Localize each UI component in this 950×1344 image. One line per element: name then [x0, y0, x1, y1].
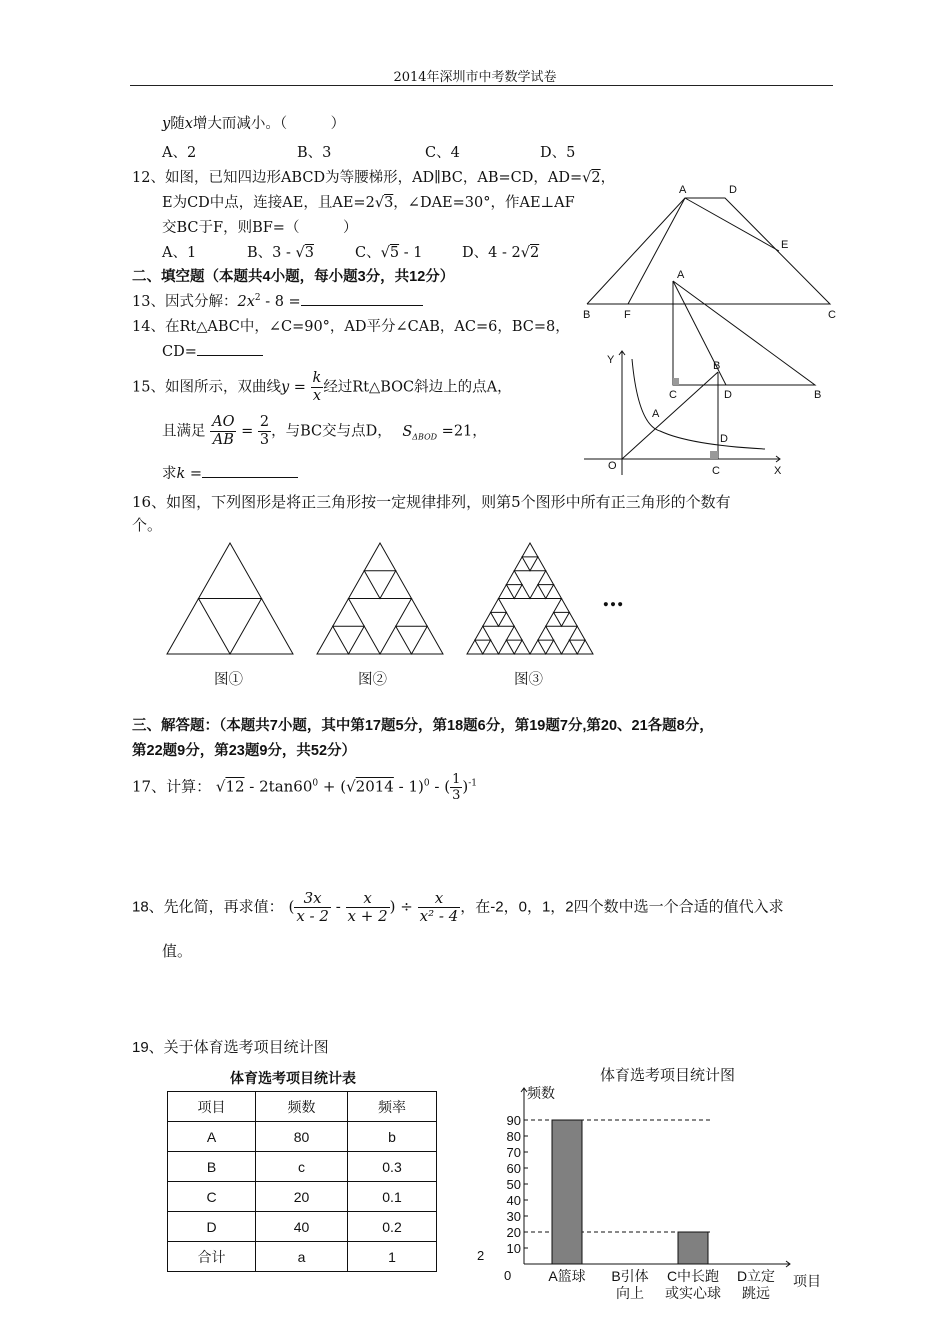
- origin-label: 0: [504, 1268, 512, 1283]
- label-x: X: [774, 465, 782, 477]
- chart-title: 体育选考项目统计图: [600, 1067, 736, 1084]
- q12-line2: E为CD中点，连接AE，且AE=2√3，∠DAE=30°，作AE⊥AF: [162, 195, 575, 211]
- q15-hyperbola-figure: [580, 345, 790, 480]
- category-label: C中长跑: [666, 1268, 720, 1284]
- q17: 17、计算： $√12 - 2\tan 60^0 + (√2014 - 1)^0$ - ( $\frac{1}{3}$ )$^{-1}$: [132, 772, 477, 803]
- q15-line2: 且满足 $\frac{AO}{AB}$ = $\frac{2}{3}$ ，与BC交与点D， $S_{\Delta BOD} =21$，: [162, 414, 487, 448]
- q14-line2: CD=: [162, 341, 263, 360]
- table-header-cell: 项目: [168, 1092, 256, 1122]
- label-b: B: [583, 309, 591, 321]
- stray-number: 2: [477, 1248, 485, 1263]
- q19-bar-chart: [490, 1060, 830, 1310]
- label-y: Y: [607, 354, 615, 366]
- category-label: 向上: [616, 1285, 644, 1301]
- section-2-title: 二、填空题（本题共4小题，每小题3分，共12分）: [132, 269, 455, 285]
- q14-answer-blank[interactable]: [197, 341, 263, 356]
- table-header-row: [168, 1092, 437, 1122]
- bar-3: [678, 1232, 708, 1264]
- label-c: C: [828, 309, 836, 321]
- y-tick-label: 30: [506, 1209, 521, 1224]
- q12-option-b: B、3 - √3: [247, 245, 314, 261]
- table-cell: A: [168, 1122, 256, 1152]
- q16-caption-2: 图②: [358, 672, 387, 688]
- label-o: O: [608, 460, 617, 472]
- q13-answer-blank[interactable]: [301, 291, 423, 306]
- y-tick-label: 90: [506, 1113, 521, 1128]
- q12-line1: 12、如图，已知四边形ABCD为等腰梯形，AD∥BC，AB=CD，AD=√2，: [132, 170, 616, 186]
- table-header-cell: 频数: [256, 1092, 348, 1122]
- y-tick-label: 20: [506, 1225, 521, 1240]
- figure-3: [467, 543, 593, 654]
- table-row: [168, 1212, 437, 1242]
- table-cell: D: [168, 1212, 256, 1242]
- label-e: E: [781, 239, 789, 251]
- q12-option-c: C、√5 - 1: [355, 245, 423, 261]
- table-row: [168, 1122, 437, 1152]
- category-label: D立定: [736, 1268, 776, 1284]
- q12-line3: 交BC于F，则BF=（ ）: [162, 220, 358, 236]
- q19-title: 19、关于体育选考项目统计图: [132, 1039, 329, 1056]
- q18-line2: 值。: [162, 943, 193, 960]
- y-tick-label: 40: [506, 1193, 521, 1208]
- table-cell: C: [168, 1182, 256, 1212]
- table-cell: 20: [256, 1182, 348, 1212]
- q16-caption-3: 图③: [514, 672, 543, 688]
- table-cell: B: [168, 1152, 256, 1182]
- label-c: C: [669, 389, 677, 401]
- right-angle-mark: [710, 451, 718, 459]
- q16-line2: 个。: [132, 516, 163, 534]
- y-tick-label: 60: [506, 1161, 521, 1176]
- q13: 13、因式分解：$2x^2 - 8$ =: [132, 290, 423, 311]
- label-b: B: [814, 389, 822, 401]
- q16-caption-1: 图①: [214, 672, 243, 688]
- q11-tail: y随x增大而减小。（ ）: [162, 116, 346, 132]
- q15-line1: 15、如图所示，双曲线y = $\frac{k}{x}$ 经过Rt△BOC斜边上的点A，: [132, 370, 512, 404]
- category-label: B引体: [611, 1268, 649, 1284]
- table-cell: 合计: [168, 1242, 256, 1272]
- table-row: [168, 1242, 437, 1272]
- category-label: 或实心球: [665, 1285, 721, 1301]
- figure-2: [317, 543, 443, 654]
- section-3-line2: 第22题9分，第23题9分，共52分）: [132, 743, 357, 759]
- x-axis-label: 项目: [793, 1273, 821, 1289]
- q11-option-b: B、3: [297, 145, 332, 161]
- q14-line1: 14、在Rt△ABC中，∠C=90°，AD平分∠CAB，AC=6，BC=8，: [132, 319, 570, 335]
- q16-ellipsis: …: [602, 586, 624, 612]
- q16-line1: 16、如图，下列图形是将正三角形按一定规律排列，则第5个图形中所有正三角形的个数有: [132, 493, 731, 511]
- label-a: A: [652, 408, 660, 420]
- category-label: A篮球: [548, 1268, 586, 1284]
- table-row: [168, 1182, 437, 1212]
- table-cell: 0.2: [348, 1212, 437, 1242]
- table-cell: 0.3: [348, 1152, 437, 1182]
- q15-line3: 求k =: [162, 462, 298, 483]
- label-d: D: [720, 433, 728, 445]
- label-d: D: [724, 389, 732, 401]
- q12-option-d: D、4 - 2√2: [462, 245, 540, 261]
- q11-option-d: D、5: [540, 145, 576, 161]
- table-cell: c: [256, 1152, 348, 1182]
- q11-option-a: A、2: [162, 145, 197, 161]
- q18-line1: 18、先化简，再求值： ( $\frac{3x}{x - 2}$ - $\frac{x}{x + 2}$ ) ÷ $\frac{x}{\text{x² - 4}}$ ，在-2，0，1，2四个数中选一个合适的值代入求: [132, 889, 784, 925]
- segment-ae: [685, 198, 779, 251]
- table-cell: 80: [256, 1122, 348, 1152]
- figure-1: [167, 543, 293, 654]
- q16-triangle-sequence: [160, 538, 640, 663]
- label-a: A: [677, 269, 685, 281]
- table-row: [168, 1152, 437, 1182]
- section-3-line1: 三、解答题：（本题共7小题，其中第17题5分，第18题6分，第19题7分,第20、21各题8分，: [132, 718, 714, 734]
- label-b: B: [713, 360, 721, 372]
- label-a: A: [679, 184, 687, 196]
- table-cell: 40: [256, 1212, 348, 1242]
- bar-1: [552, 1120, 582, 1264]
- header-rule: [130, 85, 833, 86]
- q11-option-c: C、4: [425, 145, 460, 161]
- table-cell: b: [348, 1122, 437, 1152]
- label-c: C: [712, 465, 720, 477]
- page-header: 2014年深圳市中考数学试卷: [393, 70, 557, 85]
- label-f: F: [624, 309, 631, 321]
- q15-answer-blank[interactable]: [202, 463, 298, 478]
- y-tick-label: 10: [506, 1241, 521, 1256]
- hyperbola-curve: [632, 359, 765, 449]
- table-cell: 0.1: [348, 1182, 437, 1212]
- label-d: D: [729, 184, 737, 196]
- y-tick-label: 50: [506, 1177, 521, 1192]
- y-axis-label: 频数: [527, 1085, 555, 1101]
- q19-stat-table: [167, 1091, 437, 1272]
- table-header-cell: 频率: [348, 1092, 437, 1122]
- q19-table-title: 体育选考项目统计表: [230, 1070, 356, 1086]
- segment-ob: [622, 372, 718, 459]
- table-cell: 1: [348, 1242, 437, 1272]
- table-cell: a: [256, 1242, 348, 1272]
- category-label: 跳远: [742, 1285, 770, 1301]
- q12-option-a: A、1: [162, 245, 197, 261]
- y-tick-label: 80: [506, 1129, 521, 1144]
- y-tick-label: 70: [506, 1145, 521, 1160]
